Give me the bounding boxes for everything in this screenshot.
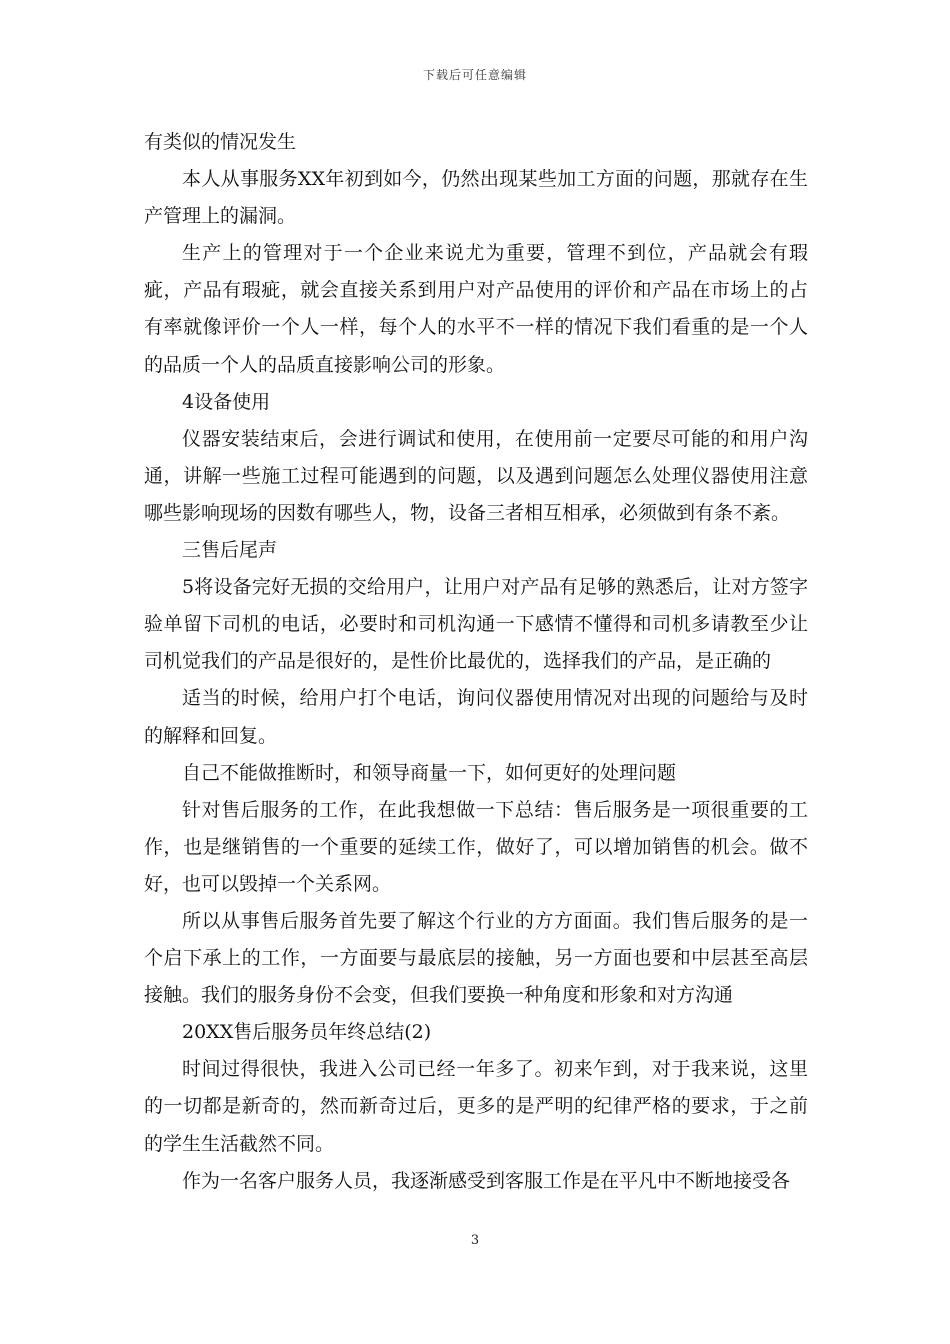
paragraph-3: 生产上的管理对于一个企业来说尤为重要，管理不到位，产品就会有瑕疵，产品有瑕疵，就会直接关系到用户对产品使用的评价和产品在市场上的占有率就像评价一个人一样，每个人的水平不一样的情况下我们看重的是一个人的品质一个人的品质直接影响公司的形象。	[144, 242, 808, 376]
page-number: 3	[470, 1233, 480, 1248]
page-header: 下载后可任意编辑	[422, 68, 527, 82]
paragraph-10: 针对售后服务的工作，在此我想做一下总结：售后服务是一项很重要的工作，也是继销售的一个重要的延续工作，做好了，可以增加销售的机会。做不好，也可以毁掉一个关系网。	[144, 798, 808, 895]
document-body	[144, 124, 808, 1200]
paragraph-8: 适当的时候，给用户打个电话，询问仪器使用情况对出现的问题给与及时的解释和回复。	[144, 687, 808, 747]
paragraph-9: 自己不能做推断时，和领导商量一下，如何更好的处理问题	[182, 761, 677, 784]
paragraph-13: 时间过得很快，我进入公司已经一年多了。初来乍到，对于我来说，这里的一切都是新奇的，然而新奇过后，更多的是严明的纪律严格的要求，于之前的学生生活截然不同。	[144, 1058, 808, 1155]
section-heading-equipment-use: 4设备使用	[182, 390, 271, 413]
section-heading-after-sales-end: 三售后尾声	[182, 539, 278, 562]
section-heading-summary-2: 20XX售后服务员年终总结(2)	[182, 1021, 432, 1044]
paragraph-2: 本人从事服务XX年初到如今，仍然出现某些加工方面的问题，那就存在生产管理上的漏洞。	[144, 168, 808, 228]
paragraph-14: 作为一名客户服务人员，我逐渐感受到客服工作是在平凡中不断地接受各	[182, 1169, 791, 1192]
paragraph-1: 有类似的情况发生	[144, 131, 297, 153]
paragraph-11: 所以从事售后服务首先要了解这个行业的方方面面。我们售后服务的是一个启下承上的工作，一方面要与最底层的接触，另一方面也要和中层甚至高层接触。我们的服务身份不会变，但我们要换一种角度和形象和对方沟通	[144, 909, 808, 1007]
paragraph-7: 5将设备完好无损的交给用户，让用户对产品有足够的熟悉后，让对方签字验单留下司机的电话，必要时和司机沟通一下感情不懂得和司机多请教至少让司机觉我们的产品是很好的，是性价比最优的，选择我们的产品，是正确的	[144, 576, 808, 673]
paragraph-5: 仪器安装结束后，会进行调试和使用，在使用前一定要尽可能的和用户沟通，讲解一些施工过程可能遇到的问题，以及遇到问题怎么处理仪器使用注意哪些影响现场的因数有哪些人，物，设备三者相互相承，必须做到有条不紊。	[144, 427, 808, 524]
